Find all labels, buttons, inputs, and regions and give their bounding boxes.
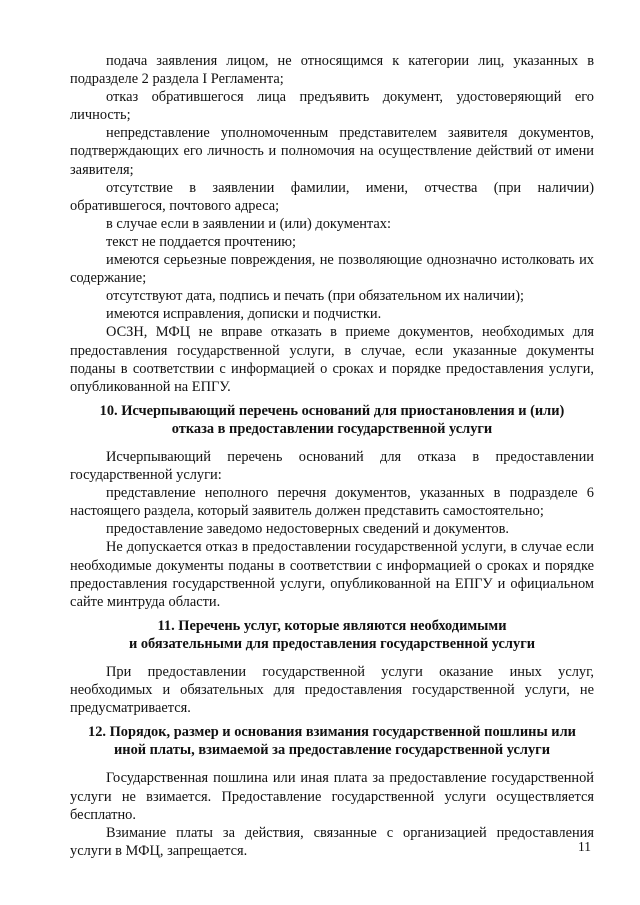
page-body — [70, 52, 594, 860]
section-10-heading — [70, 402, 594, 438]
paragraph: отсутствуют дата, подпись и печать (при обязательном их наличии); — [106, 288, 525, 305]
paragraph: отсутствие в заявлении фамилии, имени, отчества (при наличии) обратившегося, почтового адреса; — [70, 179, 594, 214]
paragraph: имеются исправления, дописки и подчистки. — [106, 306, 382, 323]
page-number: 11 — [578, 839, 591, 854]
paragraph: Государственная пошлина или иная плата за предоставление государственной услуги не взимается. Предоставление государственной услуги осуществляется бесплатно. — [70, 770, 594, 823]
heading-line: 11. Перечень услуг, которые являются необходимыми — [157, 617, 507, 634]
paragraph: непредставление уполномоченным представителем заявителя документов, подтверждающих его личность и полномочия на осуществление действий от имени заявителя; — [70, 125, 594, 178]
paragraph: При предоставлении государственной услуги оказание иных услуг, необходимых и обязательных для предоставления государственной услуги, не предусматривается. — [70, 664, 594, 717]
paragraph: в случае если в заявлении и (или) документах: — [106, 215, 391, 232]
paragraph: представление неполного перечня документов, указанных в подразделе 6 настоящего раздела, который заявитель должен представить самостоятельно; — [70, 485, 594, 520]
paragraph: имеются серьезные повреждения, не позволяющие однозначно истолковать их содержание; — [70, 252, 594, 287]
heading-line: 10. Исчерпывающий перечень оснований для приостановления и (или) — [99, 402, 565, 419]
heading-line: иной платы, взимаемой за предоставление государственной услуги — [113, 742, 551, 759]
paragraph: Исчерпывающий перечень оснований для отказа в предоставлении государственной услуги: — [70, 448, 594, 484]
paragraph: отказ обратившегося лица предъявить документ, удостоверяющий его личность; — [70, 89, 594, 124]
paragraph: текст не поддается прочтению; — [106, 233, 297, 250]
paragraph: Взимание платы за действия, связанные с организацией предоставления услуги в МФЦ, запрещается. — [70, 824, 594, 859]
heading-line: 12. Порядок, размер и основания взимания государственной пошлины или — [88, 724, 576, 741]
paragraph: ОСЗН, МФЦ не вправе отказать в приеме документов, необходимых для предоставления государственной услуги, в случае, если указанные документы поданы в соответствии с информацией о сроках и порядке предоставления услуги, опубликованной на ЕПГУ. — [70, 324, 594, 395]
heading-line: и обязательными для предоставления государственной услуги — [128, 635, 536, 652]
heading-line: отказа в предоставлении государственной услуги — [171, 420, 493, 437]
section-11-heading — [70, 617, 594, 653]
paragraph: Не допускается отказ в предоставлении государственной услуги, в случае если необходимые документы поданы в соответствии с информацией о сроках и порядке предоставления государственной услуги, опубликованной на ЕПГУ и официальном сайте минтруда области. — [70, 539, 594, 610]
paragraph: предоставление заведомо недостоверных сведений и документов. — [106, 521, 509, 538]
paragraph: подача заявления лицом, не относящимся к категории лиц, указанных в подразделе 2 раздела I Регламента; — [70, 53, 594, 88]
section-12-heading — [70, 723, 594, 759]
